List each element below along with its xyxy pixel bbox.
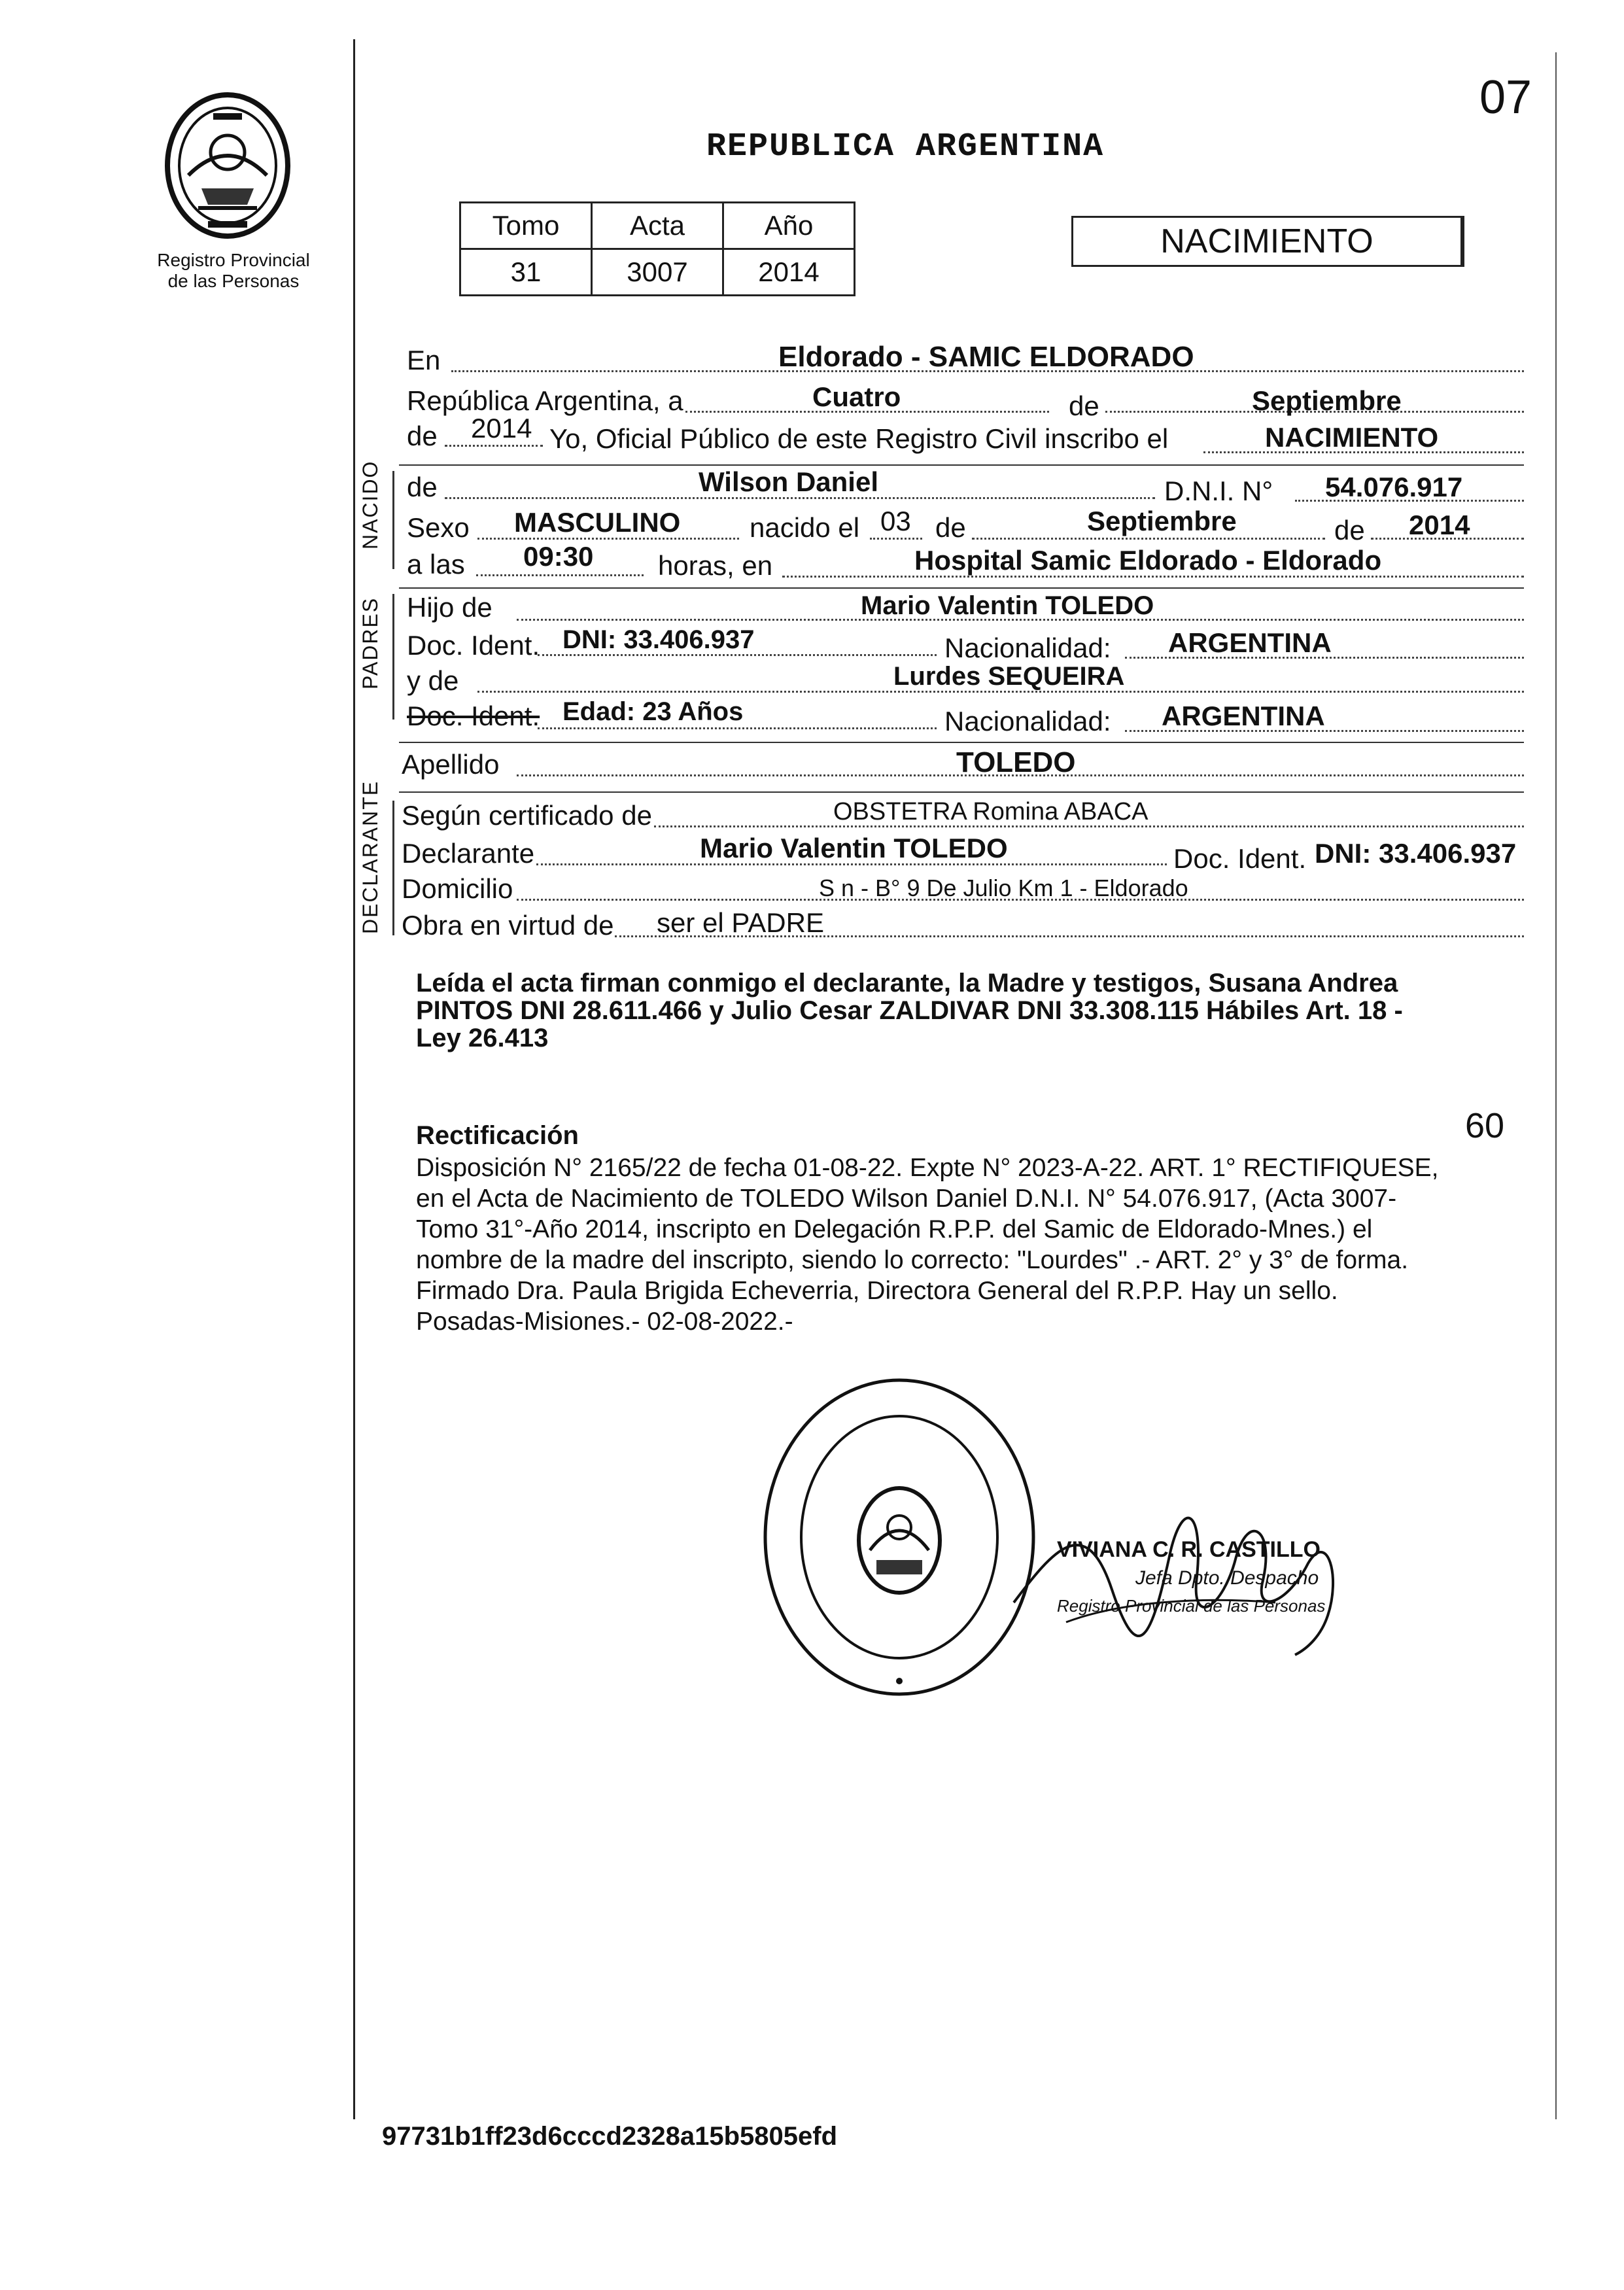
- padres-bar: [392, 594, 394, 720]
- acta-header: Acta: [592, 203, 723, 249]
- document-title: REPUBLICA ARGENTINA: [706, 128, 1105, 165]
- decl-doc-label: Doc. Ident.: [1173, 843, 1307, 874]
- dom-label: Domicilio: [402, 873, 513, 904]
- apellido-top-line: [399, 742, 1524, 743]
- dia-value: Cuatro: [812, 381, 901, 412]
- rectificacion-title: Rectificación: [416, 1121, 579, 1150]
- acto-value: NACIMIENTO: [1265, 422, 1439, 453]
- padre-nac-label: Nacionalidad:: [944, 633, 1111, 663]
- decl-dots: [536, 863, 1167, 865]
- nacido-de-label: de: [407, 472, 438, 502]
- yde-label: y de: [407, 665, 459, 696]
- acta-value: 3007: [592, 249, 723, 296]
- side-label-nacido: NACIDO: [358, 460, 382, 549]
- dia-nac-dots: [870, 538, 922, 540]
- seal-caption-line1: Registro Provincial: [157, 250, 310, 270]
- decl-value: Mario Valentin TOLEDO: [700, 833, 1008, 863]
- rectificacion-line-4: nombre de la madre del inscripto, siendo lo correcto: "Lourdes" .- ART. 2° y 3° de forma.: [416, 1246, 1409, 1274]
- obra-label: Obra en virtud de: [402, 910, 614, 941]
- dia-nac-value: 03: [880, 506, 911, 536]
- tomo-value: 31: [460, 249, 592, 296]
- decl-label: Declarante: [402, 838, 535, 869]
- cert-value: OBSTETRA Romina ABACA: [833, 798, 1149, 825]
- hora-value: 09:30: [523, 541, 594, 572]
- de-label: de: [1069, 390, 1099, 421]
- madre-dots: [477, 691, 1524, 693]
- nacido-de3-label: de: [1334, 515, 1365, 546]
- mes-nac-dots: [972, 538, 1325, 540]
- rectificacion-line-3: Tomo 31°-Año 2014, inscripto en Delegación R.P.P. del Samic de Eldorado-Mnes.) el: [416, 1215, 1373, 1243]
- declarante-bar: [392, 801, 394, 935]
- rectificacion-line-2: en el Acta de Nacimiento de TOLEDO Wilson Daniel D.N.I. N° 54.076.917, (Acta 3007-: [416, 1185, 1397, 1213]
- rectificacion-number: 60: [1465, 1106, 1505, 1145]
- sexo-label: Sexo: [407, 512, 470, 543]
- anio-header: Año: [723, 203, 855, 249]
- nacido-bar: [392, 471, 394, 569]
- alas-label: a las: [407, 549, 465, 580]
- dni-value: 54.076.917: [1325, 472, 1463, 502]
- en-label: En: [407, 345, 441, 375]
- madre-nac-value: ARGENTINA: [1162, 701, 1325, 731]
- hora-dots: [476, 574, 644, 576]
- nacido-top-line: [399, 464, 1524, 466]
- madre-doc-label: Doc. Ident.: [407, 701, 540, 731]
- madre-nac-label: Nacionalidad:: [944, 706, 1111, 737]
- provincial-seal: [162, 90, 293, 241]
- nombre-value: Wilson Daniel: [699, 466, 878, 497]
- anio-value: 2014: [723, 249, 855, 296]
- leida-line-2: PINTOS DNI 28.611.466 y Julio Cesar ZALDIVAR DNI 33.308.115 Hábiles Art. 18 -: [416, 996, 1403, 1025]
- dom-value: S n - B° 9 De Julio Km 1 - Eldorado: [819, 875, 1188, 901]
- nacido-de2-label: de: [935, 512, 966, 543]
- sexo-value: MASCULINO: [514, 507, 681, 538]
- rectificacion-line-6: Posadas-Misiones.- 02-08-2022.-: [416, 1308, 793, 1336]
- official-stamp: [759, 1374, 1040, 1701]
- record-type-box: NACIMIENTO: [1071, 216, 1464, 267]
- signer-title: Jefa Dpto. Despacho: [1135, 1567, 1319, 1589]
- padres-top-line: [399, 587, 1524, 589]
- de2-label: de: [407, 421, 438, 451]
- padre-doc-value: DNI: 33.406.937: [562, 625, 755, 654]
- cert-dots: [654, 825, 1524, 827]
- leida-line-3: Ley 26.413: [416, 1024, 549, 1052]
- signer-name: VIVIANA C. R. CASTILLO: [1057, 1537, 1321, 1562]
- page-number: 07: [1479, 71, 1532, 124]
- hijo-de-label: Hijo de: [407, 592, 492, 623]
- apellido-label: Apellido: [402, 749, 500, 780]
- mes-value: Septiembre: [1252, 385, 1402, 416]
- padre-value: Mario Valentin TOLEDO: [861, 591, 1154, 620]
- seal-caption-line2: de las Personas: [167, 271, 300, 291]
- madre-doc-dots: [538, 727, 937, 729]
- obra-value: ser el PADRE: [657, 907, 824, 938]
- padre-doc-label: Doc. Ident.: [407, 630, 540, 661]
- anio-nac-value: 2014: [1409, 510, 1470, 540]
- right-margin-line: [1555, 52, 1557, 2119]
- apellido-value: TOLEDO: [956, 746, 1076, 778]
- rectificacion-line-5: Firmado Dra. Paula Brigida Echeverria, Directora General del R.P.P. Hay un sello.: [416, 1277, 1338, 1305]
- rectificacion-line-1: Disposición N° 2165/22 de fecha 01-08-22. Expte N° 2023-A-22. ART. 1° RECTIFIQUESE,: [416, 1154, 1439, 1182]
- register-table: [459, 201, 855, 296]
- apellido-bottom-line: [399, 791, 1524, 793]
- sexo-dots: [477, 538, 739, 540]
- side-label-padres: PADRES: [358, 597, 382, 689]
- leida-line-1: Leída el acta firman conmigo el declarante, la Madre y testigos, Susana Andrea: [416, 969, 1398, 998]
- horas-en-label: horas, en: [658, 550, 773, 581]
- lugar-value: Hospital Samic Eldorado - Eldorado: [914, 545, 1382, 576]
- padre-doc-dots: [538, 654, 937, 656]
- signer-org: Registro Provincial de las Personas: [1057, 1596, 1326, 1616]
- anio-dots: [445, 445, 543, 447]
- document-hash: 97731b1ff23d6cccd2328a15b5805efd: [382, 2122, 838, 2151]
- padre-nac-value: ARGENTINA: [1168, 627, 1332, 658]
- nacido-el-label: nacido el: [750, 512, 860, 543]
- anio-value: 2014: [471, 413, 532, 443]
- cert-label: Según certificado de: [402, 800, 652, 831]
- decl-doc-value: DNI: 33.406.937: [1315, 838, 1517, 869]
- lugar-dots: [782, 576, 1524, 578]
- en-value: Eldorado - SAMIC ELDORADO: [778, 341, 1194, 373]
- tomo-header: Tomo: [460, 203, 592, 249]
- dni-label: D.N.I. N°: [1164, 476, 1273, 506]
- side-label-declarante: DECLARANTE: [358, 780, 382, 934]
- madre-doc-value: Edad: 23 Años: [562, 697, 744, 726]
- madre-value: Lurdes SEQUEIRA: [893, 662, 1125, 691]
- yo-text: Yo, Oficial Público de este Registro Civil inscribo el: [549, 423, 1169, 454]
- nombre-dots: [445, 497, 1155, 499]
- mes-nac-value: Septiembre: [1087, 506, 1237, 536]
- rep-label: República Argentina, a: [407, 385, 683, 416]
- left-margin-line: [353, 39, 355, 2119]
